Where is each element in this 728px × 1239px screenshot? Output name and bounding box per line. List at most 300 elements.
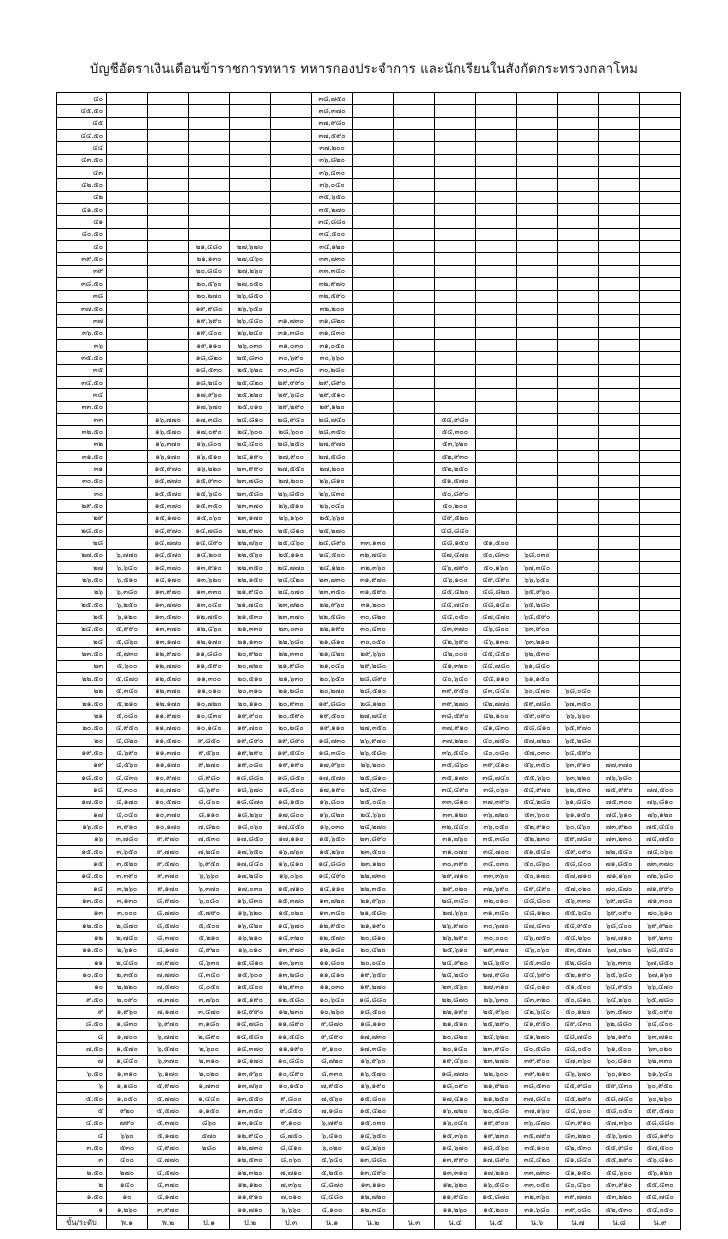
- salary-cell: ๖,๗๙๐: [312, 1117, 353, 1129]
- salary-cell: [640, 697, 681, 709]
- salary-cell: ๒๓,๐๓๐: [271, 623, 312, 635]
- salary-cell: [476, 463, 517, 475]
- salary-cell: ๒๑,๕๘๐: [353, 907, 394, 919]
- salary-cell: [558, 191, 599, 203]
- salary-cell: ๑๕,๓๖๐: [435, 1129, 476, 1141]
- salary-cell: ๒๑,๕๓๐: [230, 611, 271, 623]
- salary-cell: ๓๖,๐๔๐: [312, 179, 353, 191]
- salary-cell: [394, 586, 435, 598]
- salary-cell: ๔๖,๖๗๐: [558, 1068, 599, 1080]
- salary-cell: [435, 389, 476, 401]
- salary-cell: ๑๗,๐๙๐: [189, 426, 230, 438]
- salary-cell: ๒๘,๕๑๐: [353, 685, 394, 697]
- salary-cell: ๔,๓๐๐: [107, 784, 148, 796]
- table-row: [57, 784, 681, 796]
- step-cell: ๒๕.๕๐: [57, 599, 107, 611]
- salary-cell: ๗๕,๙๙๐: [599, 784, 640, 796]
- salary-cell: [558, 660, 599, 672]
- salary-cell: ๓๐,๒๘๐: [312, 364, 353, 376]
- salary-cell: [435, 401, 476, 413]
- salary-cell: ๑๒,๑๒๐: [230, 1179, 271, 1191]
- salary-cell: [558, 574, 599, 586]
- salary-cell: ๔๒,๖๔๐: [517, 1006, 558, 1018]
- salary-cell: [394, 475, 435, 487]
- salary-cell: ๕๐,๑๒๐: [558, 1006, 599, 1018]
- salary-cell: ๓๐,๔๓๐: [353, 623, 394, 635]
- salary-cell: [353, 500, 394, 512]
- salary-cell: ๒๑,๙๔๐: [230, 586, 271, 598]
- salary-cell: ๓๘,๓๗๐: [312, 105, 353, 117]
- salary-cell: ๑๐,๗๒๐: [189, 697, 230, 709]
- salary-cell: [558, 130, 599, 142]
- salary-cell: ๕๘,๑๙๐: [640, 1129, 681, 1141]
- salary-cell: [435, 93, 476, 105]
- salary-cell: [640, 438, 681, 450]
- salary-cell: ๑๕,๓๕๐: [189, 500, 230, 512]
- salary-cell: ๓๔,๐๓๐: [476, 858, 517, 870]
- salary-cell: ๑,๘๓๐: [107, 1018, 148, 1030]
- table-row: [57, 759, 681, 771]
- salary-cell: ๑๕,๘๐๐: [353, 1092, 394, 1104]
- salary-cell: ๒๓,๙๙๐: [230, 463, 271, 475]
- salary-cell: [107, 315, 148, 327]
- salary-cell: ๖๕,๒๘๐: [558, 734, 599, 746]
- salary-cell: ๑๒,๙๗๐: [148, 648, 189, 660]
- salary-cell: [271, 216, 312, 228]
- salary-cell: [517, 241, 558, 253]
- salary-cell: ๓,๗๖๐: [189, 994, 230, 1006]
- salary-cell: [394, 1080, 435, 1092]
- salary-cell: [640, 204, 681, 216]
- salary-cell: ๒๕,๘๓๐: [230, 352, 271, 364]
- salary-cell: ๑๙,๑๑๐: [312, 722, 353, 734]
- salary-cell: ๔๑,๒๗๐: [517, 1031, 558, 1043]
- salary-cell: [558, 611, 599, 623]
- salary-cell: [148, 228, 189, 240]
- salary-cell: ๖๖,๔๗๐: [640, 981, 681, 993]
- salary-cell: [476, 204, 517, 216]
- salary-cell: [189, 204, 230, 216]
- salary-cell: ๔,๘๗๐: [312, 1179, 353, 1191]
- salary-cell: [107, 500, 148, 512]
- salary-cell: ๗,๑๘๐: [312, 1105, 353, 1117]
- step-cell: ๒๐.๕๐: [57, 722, 107, 734]
- table-row: [57, 463, 681, 475]
- salary-cell: ๘๖๐: [189, 1117, 230, 1129]
- salary-cell: ๓๔,๗๐๐: [476, 845, 517, 857]
- salary-cell: [394, 957, 435, 969]
- salary-cell: ๘,๓๓๐: [312, 1068, 353, 1080]
- salary-cell: [599, 636, 640, 648]
- salary-cell: [476, 265, 517, 277]
- salary-cell: [476, 339, 517, 351]
- salary-cell: [640, 463, 681, 475]
- table-row: [57, 648, 681, 660]
- salary-cell: [476, 525, 517, 537]
- salary-cell: [394, 1031, 435, 1043]
- salary-cell: [148, 191, 189, 203]
- salary-cell: ๒๑,๔๒๐: [312, 648, 353, 660]
- table-row: [57, 450, 681, 462]
- table-row: [57, 537, 681, 549]
- salary-cell: ๕,๗๓๐: [107, 648, 148, 660]
- salary-cell: ๓๓,๘๑๐: [435, 796, 476, 808]
- salary-cell: ๖,๖๖๐: [189, 870, 230, 882]
- salary-cell: ๙,๔๙๐: [312, 1031, 353, 1043]
- salary-cell: [558, 315, 599, 327]
- salary-cell: ๖๐,๔๖๐: [558, 821, 599, 833]
- salary-cell: ๖,๕๗๐: [148, 1043, 189, 1055]
- salary-cell: ๔๐,๔๖๐: [558, 1179, 599, 1191]
- salary-cell: ๑๖,๑๗๐: [148, 450, 189, 462]
- salary-cell: [394, 685, 435, 697]
- salary-cell: ๒๑,๕๑๐: [435, 1018, 476, 1030]
- salary-cell: [599, 599, 640, 611]
- salary-cell: [148, 401, 189, 413]
- salary-cell: [558, 265, 599, 277]
- salary-cell: ๑๗,๔๕๐: [271, 821, 312, 833]
- salary-cell: ๑๐,๘๔๐: [271, 1055, 312, 1067]
- salary-cell: [517, 278, 558, 290]
- salary-cell: ๓๐,๓๔๐: [271, 364, 312, 376]
- salary-cell: ๔,๕๖๐: [107, 759, 148, 771]
- salary-cell: [394, 932, 435, 944]
- salary-cell: ๓๓,๗๓๐: [312, 253, 353, 265]
- step-cell: ๓๕: [57, 364, 107, 376]
- salary-cell: ๓๒,๓๖๐: [517, 1191, 558, 1203]
- rank-header: น.๕: [476, 1216, 517, 1230]
- salary-cell: ๓๖,๗๒๐: [476, 808, 517, 820]
- salary-cell: ๓๗,๒๒๐: [435, 734, 476, 746]
- salary-cell: [394, 1166, 435, 1178]
- step-cell: ๒๙.๕๐: [57, 500, 107, 512]
- salary-cell: [640, 179, 681, 191]
- salary-cell: [640, 734, 681, 746]
- salary-cell: ๒,๐๙๐: [107, 994, 148, 1006]
- salary-cell: ๑๘,๐๙๐: [435, 1080, 476, 1092]
- step-cell: ๒๓: [57, 660, 107, 672]
- salary-cell: ๓๕,๖๕๐: [312, 191, 353, 203]
- salary-cell: [230, 179, 271, 191]
- step-cell: ๑๕: [57, 858, 107, 870]
- salary-cell: [640, 327, 681, 339]
- salary-cell: ๖๔,๙๕๐: [599, 981, 640, 993]
- salary-cell: [558, 438, 599, 450]
- salary-cell: [476, 241, 517, 253]
- salary-cell: [476, 290, 517, 302]
- salary-cell: ๑๕,๖๐๐: [230, 969, 271, 981]
- salary-cell: ๒๔,๑๒๐: [312, 562, 353, 574]
- salary-cell: [394, 389, 435, 401]
- salary-cell: [558, 512, 599, 524]
- step-cell: ๒๖.๕๐: [57, 574, 107, 586]
- salary-cell: [640, 216, 681, 228]
- salary-cell: ๕,๓๔๐: [107, 685, 148, 697]
- salary-cell: ๑๓,๑๗๐: [148, 636, 189, 648]
- salary-cell: ๒๑,๑๙๐: [353, 920, 394, 932]
- salary-cell: ๖๔,๕๙๐: [558, 747, 599, 759]
- table-row: [57, 241, 681, 253]
- salary-cell: [148, 241, 189, 253]
- salary-cell: ๒๖,๘๕๐: [271, 488, 312, 500]
- salary-cell: ๒๙,๒๙๐: [271, 401, 312, 413]
- rank-header: น.๔: [435, 1216, 476, 1230]
- step-cell: ๑๗: [57, 808, 107, 820]
- salary-cell: ๑๖,๐๑๐: [230, 944, 271, 956]
- salary-cell: [271, 265, 312, 277]
- salary-cell: [599, 562, 640, 574]
- salary-cell: ๑๗,๙๖๐: [312, 759, 353, 771]
- salary-cell: ๒๔,๗๗๐: [271, 562, 312, 574]
- salary-cell: [394, 1154, 435, 1166]
- table-row: [57, 1080, 681, 1092]
- salary-cell: ๓๒,๗๔๐: [353, 549, 394, 561]
- salary-cell: [394, 1129, 435, 1141]
- salary-cell: [517, 117, 558, 129]
- salary-cell: ๑๘,๒๔๐: [189, 376, 230, 388]
- salary-cell: ๓๓,๓๔๐: [312, 265, 353, 277]
- salary-cell: ๓๑,๘๒๐: [312, 315, 353, 327]
- salary-cell: ๖๐,๔๗๐: [517, 685, 558, 697]
- salary-cell: ๖๔,๕๙๐: [517, 611, 558, 623]
- salary-cell: ๓๑,๒๐๐: [353, 599, 394, 611]
- salary-cell: [558, 142, 599, 154]
- salary-cell: [394, 191, 435, 203]
- salary-cell: ๔๔,๐๕๐: [435, 611, 476, 623]
- salary-cell: [640, 105, 681, 117]
- salary-cell: [517, 413, 558, 425]
- salary-cell: ๔๗,๔๗๐: [476, 611, 517, 623]
- table-row: [57, 833, 681, 845]
- salary-cell: ๓๗,๙๑๐: [435, 722, 476, 734]
- salary-cell: [353, 265, 394, 277]
- salary-cell: [435, 253, 476, 265]
- salary-cell: [517, 191, 558, 203]
- salary-cell: ๕๙,๔๓๐: [599, 1080, 640, 1092]
- salary-cell: ๑,๑๕๐: [189, 1105, 230, 1117]
- salary-cell: ๒๒,๓๕๐: [353, 883, 394, 895]
- salary-cell: [394, 611, 435, 623]
- salary-cell: [640, 475, 681, 487]
- salary-cell: ๖,๙๗๐: [148, 1018, 189, 1030]
- salary-cell: [394, 327, 435, 339]
- salary-cell: [599, 401, 640, 413]
- salary-cell: ๑๘,๒๖๐: [230, 808, 271, 820]
- salary-cell: [517, 463, 558, 475]
- salary-cell: ๓๘,๗๕๐: [312, 93, 353, 105]
- salary-cell: [517, 525, 558, 537]
- salary-cell: [394, 648, 435, 660]
- salary-cell: ๖๕,๒๘๐: [517, 599, 558, 611]
- salary-cell: ๑๔,๖๗๐: [271, 920, 312, 932]
- salary-cell: ๒๘๐: [189, 1142, 230, 1154]
- salary-cell: [435, 216, 476, 228]
- salary-cell: ๗,๓๗๐: [148, 994, 189, 1006]
- salary-cell: ๑๓,๐๔๐: [189, 599, 230, 611]
- salary-cell: ๗๖,๑๒๐: [640, 808, 681, 820]
- salary-cell: [476, 216, 517, 228]
- table-row: [57, 1105, 681, 1117]
- salary-cell: [148, 105, 189, 117]
- step-cell: ๔๕: [57, 117, 107, 129]
- salary-cell: [394, 463, 435, 475]
- salary-cell: ๒๗๐: [107, 1166, 148, 1178]
- salary-cell: ๒๐,๘๔๐: [189, 265, 230, 277]
- salary-cell: [558, 216, 599, 228]
- salary-cell: ๒๓,๕๘๐: [230, 488, 271, 500]
- salary-cell: [230, 216, 271, 228]
- salary-cell: [394, 994, 435, 1006]
- salary-cell: ๔,๑๗๐: [148, 1191, 189, 1203]
- salary-cell: [435, 278, 476, 290]
- table-row: [57, 1068, 681, 1080]
- table-row: [57, 969, 681, 981]
- salary-cell: [353, 253, 394, 265]
- table-row: [57, 623, 681, 635]
- salary-cell: ๖,๕๑๐: [107, 574, 148, 586]
- salary-cell: ๕,๖๔๐: [312, 1154, 353, 1166]
- salary-cell: ๔๓,๒๒๐: [558, 1129, 599, 1141]
- salary-cell: ๓๓,๑๒๐: [435, 808, 476, 820]
- step-cell: ๒๘.๕๐: [57, 525, 107, 537]
- salary-cell: ๗๐,๔๗๐: [599, 883, 640, 895]
- table-row: [57, 1018, 681, 1030]
- salary-cell: ๒๗,๒๖๐: [230, 265, 271, 277]
- salary-cell: ๑๖,๗๖๐: [271, 845, 312, 857]
- step-cell: ๓: [57, 1154, 107, 1166]
- salary-cell: ๑๒,๕๘๐: [271, 994, 312, 1006]
- salary-cell: [353, 204, 394, 216]
- step-cell: ๑๔: [57, 883, 107, 895]
- salary-cell: ๒๐,๔๒๐: [353, 944, 394, 956]
- salary-cell: [517, 537, 558, 549]
- table-row: [57, 401, 681, 413]
- table-row: [57, 389, 681, 401]
- salary-cell: [558, 401, 599, 413]
- salary-cell: ๑๖,๘๓๐: [230, 895, 271, 907]
- salary-cell: [107, 327, 148, 339]
- salary-cell: [640, 500, 681, 512]
- salary-cell: [558, 636, 599, 648]
- salary-cell: ๑๑,๐๓๐: [312, 981, 353, 993]
- salary-cell: [353, 426, 394, 438]
- salary-cell: [558, 364, 599, 376]
- step-cell: ๓๒.๕๐: [57, 426, 107, 438]
- salary-cell: [107, 426, 148, 438]
- salary-cell: ๑๑,๕๙๐: [189, 660, 230, 672]
- salary-cell: ๑๘,๓๔๐: [312, 747, 353, 759]
- salary-cell: ๓๐,๘๒๐: [353, 611, 394, 623]
- salary-cell: ๕๒,๙๑๐: [517, 821, 558, 833]
- salary-cell: ๒๐,๓๑๐: [230, 685, 271, 697]
- salary-cell: ๒๗,๒๐๐: [271, 475, 312, 487]
- salary-cell: ๔๐,๕๘๐: [517, 1043, 558, 1055]
- salary-cell: [517, 475, 558, 487]
- step-cell: ๑๒: [57, 932, 107, 944]
- salary-cell: ๑๖,๒๒๐: [189, 463, 230, 475]
- salary-cell: [394, 352, 435, 364]
- table-row: [57, 179, 681, 191]
- salary-cell: [640, 376, 681, 388]
- salary-cell: ๖,๒๕๐: [107, 599, 148, 611]
- step-cell: ๙.๕๐: [57, 994, 107, 1006]
- salary-cell: [476, 167, 517, 179]
- salary-cell: [148, 376, 189, 388]
- salary-cell: [558, 648, 599, 660]
- salary-cell: ๒๑,๒๘๐: [271, 685, 312, 697]
- salary-cell: ๔๐,๐๘๐: [476, 747, 517, 759]
- table-row: [57, 327, 681, 339]
- salary-cell: ๕๘,๔๑๐: [517, 722, 558, 734]
- salary-cell: [271, 142, 312, 154]
- salary-cell: ๑๔,๒๐๐: [189, 549, 230, 561]
- salary-cell: [394, 512, 435, 524]
- salary-cell: [148, 179, 189, 191]
- salary-cell: [189, 117, 230, 129]
- salary-cell: ๔๒,๑๐๐: [476, 710, 517, 722]
- salary-cell: ๒๒,๓๕๐: [230, 562, 271, 574]
- salary-cell: ๕๐,๑๖๐: [476, 562, 517, 574]
- salary-cell: ๑๘,๕๐๐: [353, 1006, 394, 1018]
- salary-cell: ๒๔,๘๑๐: [230, 413, 271, 425]
- salary-cell: ๑๗,๓๔๐: [353, 1043, 394, 1055]
- salary-cell: [517, 253, 558, 265]
- salary-cell: ๒๕,๖๑๐: [435, 944, 476, 956]
- salary-cell: [394, 450, 435, 462]
- salary-cell: [599, 450, 640, 462]
- salary-cell: [517, 376, 558, 388]
- salary-cell: ๕๑,๕๗๐: [435, 475, 476, 487]
- salary-cell: ๒๓,๗๒๐: [271, 599, 312, 611]
- salary-cell: [599, 241, 640, 253]
- salary-cell: ๑๔,๔๙๐: [312, 870, 353, 882]
- salary-cell: ๑๒,๗๗๐: [148, 660, 189, 672]
- salary-cell: [271, 154, 312, 166]
- salary-cell: [230, 167, 271, 179]
- salary-cell: [599, 228, 640, 240]
- table-row: [57, 1031, 681, 1043]
- salary-cell: ๒๕,๔๒๐: [230, 376, 271, 388]
- salary-cell: [435, 290, 476, 302]
- salary-cell: ๔,๖๙๐: [107, 747, 148, 759]
- salary-cell: [640, 154, 681, 166]
- salary-cell: ๓๙,๒๑๐: [517, 1068, 558, 1080]
- salary-cell: [476, 93, 517, 105]
- salary-cell: ๑๓,๓๑๐: [435, 1166, 476, 1178]
- salary-cell: ๑๕,๕๗๐: [148, 488, 189, 500]
- salary-cell: [558, 93, 599, 105]
- salary-cell: ๑๔,๓๗๐: [230, 1043, 271, 1055]
- salary-cell: ๓๘,๐๖๐: [476, 784, 517, 796]
- step-cell: ๑๐.๕๐: [57, 969, 107, 981]
- salary-cell: [148, 315, 189, 327]
- salary-cell: ๑๒,๓๗๐: [148, 685, 189, 697]
- salary-cell: ๒,๓๑๐: [189, 1055, 230, 1067]
- salary-cell: [517, 389, 558, 401]
- salary-cell: ๑๙,๑๑๐: [189, 339, 230, 351]
- salary-cell: ๔๒,๖๙๐: [435, 636, 476, 648]
- salary-cell: ๔๒,๗๗๐: [476, 697, 517, 709]
- salary-cell: [640, 636, 681, 648]
- salary-cell: [394, 1018, 435, 1030]
- salary-cell: [394, 167, 435, 179]
- salary-cell: ๑๑,๑๗๐: [148, 759, 189, 771]
- salary-cell: ๒,๔๘๐: [107, 957, 148, 969]
- salary-cell: [148, 130, 189, 142]
- salary-cell: ๑๓,๑๔๐: [230, 1117, 271, 1129]
- salary-cell: [394, 1105, 435, 1117]
- salary-cell: [517, 512, 558, 524]
